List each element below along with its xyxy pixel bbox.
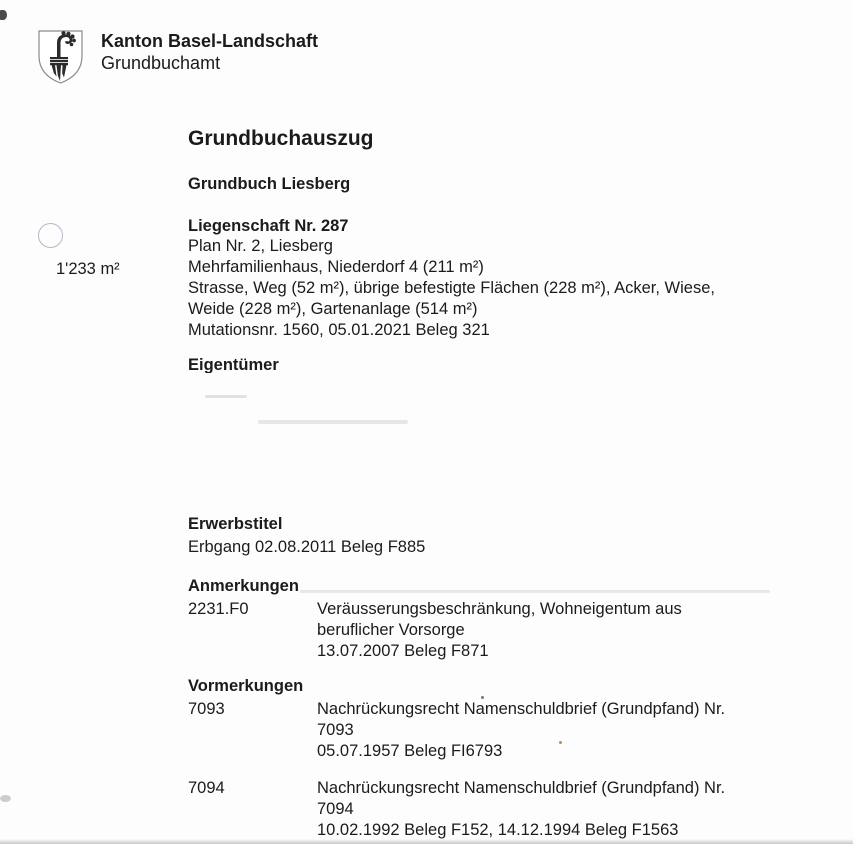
scan-smudge [258,420,408,424]
priority-notice-entry-id: 7093 [188,700,225,718]
priority-notice-entry-line: 10.02.1992 Beleg F152, 14.12.1994 Beleg F1563 [317,821,679,839]
org-unit: Grundbuchamt [101,53,221,73]
parcel-description-line: Mutationsnr. 1560, 05.01.2021 Beleg 321 [188,321,490,339]
remarks-section-heading: Anmerkungen [188,577,299,595]
priority-notice-entry-body [317,778,725,841]
remarks-entry-body [317,599,682,662]
registry-name: Grundbuch Liesberg [188,175,351,193]
scan-smudge [300,590,770,593]
priority-notice-entry-line: 7094 [317,800,354,818]
parcel-description-line: Mehrfamilienhaus, Niederdorf 4 (211 m²) [188,258,484,276]
owner-section-heading: Eigentümer [188,356,279,373]
document-title: Grundbuchauszug [188,127,374,150]
parcel-description-line: Weide (228 m²), Gartenanlage (514 m²) [188,300,478,318]
parcel-area: 1'233 m² [56,260,120,278]
scan-speck [559,741,562,744]
priority-notice-entry-line: Nachrückungsrecht Namenschuldbrief (Grundpfand) Nr. [317,779,726,797]
scan-edge-shadow [0,839,853,844]
parcel-heading: Liegenschaft Nr. 287 [188,217,349,235]
priority-notice-entry-line: Nachrückungsrecht Namenschuldbrief (Grundpfand) Nr. [317,700,726,718]
parcel-description [188,257,715,341]
remarks-entry-line: 13.07.2007 Beleg F871 [317,642,489,660]
scan-speck [0,10,7,20]
priority-notice-entry-line: 7093 [317,721,354,739]
acquisition-section-heading: Erwerbstitel [188,515,283,533]
priority-notices-section-heading: Vormerkungen [188,677,304,695]
remarks-entry-line: Veräusserungsbeschränkung, Wohneigentum aus [317,600,682,618]
remarks-entry-id: 2231.F0 [188,600,249,618]
remarks-entry-line: beruflicher Vorsorge [317,621,465,639]
priority-notice-entry-id: 7094 [188,779,225,797]
parcel-plan: Plan Nr. 2, Liesberg [188,237,333,255]
scan-smudge [205,395,247,398]
scan-speck [481,696,484,699]
header-org-block [101,30,318,74]
parcel-description-line: Strasse, Weg (52 m²), übrige befestigte Flächen (228 m²), Acker, Wiese, [188,279,715,297]
priority-notice-entry-body [317,699,725,762]
basel-landschaft-coat-of-arms-icon [38,30,83,84]
acquisition-entry: Erbgang 02.08.2011 Beleg F885 [188,538,426,556]
scan-speck [0,795,11,802]
punch-hole [38,223,63,248]
org-name: Kanton Basel-Landschaft [101,31,319,51]
priority-notice-entry-line: 05.07.1957 Beleg FI6793 [317,742,503,760]
